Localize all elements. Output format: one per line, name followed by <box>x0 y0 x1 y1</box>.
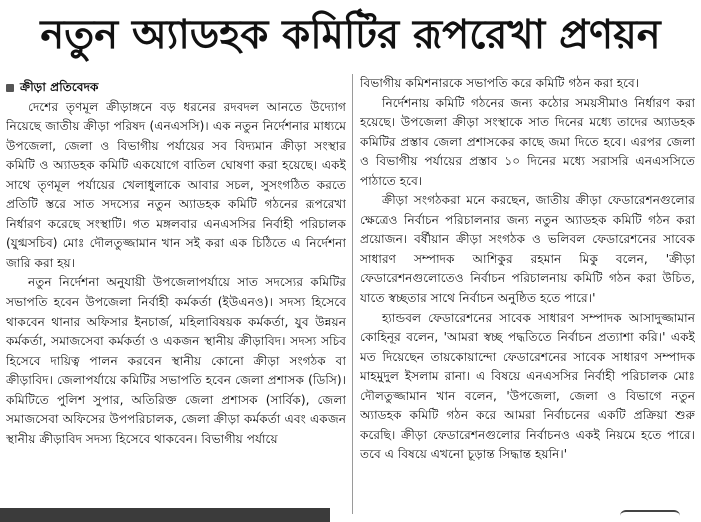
headline: নতুন অ্যাডহক কমিটির রূপরেখা প্রণয়ন <box>40 11 661 58</box>
bottom-cutoff-mark <box>620 510 680 522</box>
right-paragraph-4: হ্যান্ডবল ফেডারেশনের সাবেক সাধারণ সম্পাদক আসাদুজ্জামান কোহিনূর বলেন, 'আমরা স্বচ্ছ পদ্ধতিতে নির্বাচন প্রত্যাশা করি।' একই মত দিয়েছেন তায়কোয়ান্দো ফেডারেশনের সাবেক সাধারণ সম্পাদক মাহমুদুল ইসলাম রানা। এ বিষয়ে এনএসসির নির্বাহী পরিচালক মোঃ দৌলতুজ্জামান খান বলেন, 'উপজেলা, জেলা ও বিভাগে নতুন অ্যাডহক কমিটি গঠন করে আমরা নির্বাচনের একটি প্রক্রিয়া শুরু করেছি। ক্রীড়া ফেডারেশনগুলোর নির্বাচনও একই নিয়মে হতে পারে। তবে এ বিষয়ে এখনো চূড়ান্ত সিদ্ধান্ত হয়নি।' <box>360 310 695 462</box>
column-divider <box>352 74 353 514</box>
right-paragraph-3: ক্রীড়া সংগঠকরা মনে করছেন, জাতীয় ক্রীড়া ফেডারেশনগুলোর ক্ষেত্রেও নির্বাচন পরিচালনার জন্য নতুন অ্যাডহক কমিটি গঠন করা প্রয়োজন। বর্ষীয়ান ক্রীড়া সংগঠক ও ভলিবল ফেডারেশনের সাবেক সাধারণ সম্পাদক আশিকুর রহমান মিকু বলেন, 'ক্রীড়া ফেডারেশনগুলোতেও নির্বাচন পরিচালনায় কমিটি গঠন করা উচিত, যাতে স্বচ্ছতার সাথে নির্বাচন অনুষ্ঠিত হতে পারে।' <box>360 193 695 306</box>
article-column-right <box>360 74 695 498</box>
left-paragraph-1: দেশের তৃণমূল ক্রীড়াঙ্গনে বড় ধরনের রদবদল আনতে উদ্যোগ নিয়েছে জাতীয় ক্রীড়া পরিষদ (এনএসসি)। এক নতুন নির্দেশনার মাধ্যমে উপজেলা, জেলা ও বিভাগীয় পর্যায়ের সব বিদ্যমান ক্রীড়া সংস্থার কমিটি ও অ্যাডহক কমিটি একযোগে বাতিল ঘোষণা করা হয়েছে। একই সাথে তৃণমূল পর্যায়ের খেলাধুলাকে আবার সচল, সুসংগঠিত করতে প্রতিটি স্তরে সাত সদস্যের নতুন অ্যাডহক কমিটি গঠনের রূপরেখা নির্ধারণ করেছে সংস্থাটি। গত মঙ্গলবার এনএসসির নির্বাহী পরিচালক (যুগ্মসচিব) মোঃ দৌলতুজ্জামান খান সই করা এক চিঠিতে এ নির্দেশনা জারি করা হয়। <box>6 99 346 270</box>
left-paragraph-2: নতুন নির্দেশনা অনুযায়ী উপজেলাপর্যায়ে সাত সদস্যের কমিটির সভাপতি হবেন উপজেলা নির্বাহী কর্মকর্তা (ইউএনও)। সদস্য হিসেবে থাকবেন থানার অফিসার ইনচার্জ, মহিলাবিষয়ক কর্মকর্তা, যুব উন্নয়ন কর্মকর্তা, সমাজসেবা কর্মকর্তা ও একজন স্থানীয় ক্রীড়াবিদ। সদস্য সচিব হিসেবে দায়িত্ব পালন করবেন স্থানীয় কোনো ক্রীড়া সংগঠক বা ক্রীড়াবিদ। জেলাপর্যায়ে কমিটির সভাপতি হবেন জেলা প্রশাসক (ডিসি)। কমিটিতে পুলিশ সুপার, অতিরিক্ত জেলা প্রশাসক (সার্বিক), জেলা সমাজসেবা অফিসের উপপরিচালক, জেলা ক্রীড়া কর্মকর্তা এবং একজন স্থানীয় ক্রীড়াবিদ সদস্য হিসেবে থাকবেন। বিভাগীয় পর্যায়ে <box>6 275 346 446</box>
right-paragraph-2: নির্দেশনায় কমিটি গঠনের জন্য কঠোর সময়সীমাও নির্ধারণ করা হয়েছে। উপজেলা ক্রীড়া সংস্থাকে সাত দিনের মধ্যে তাদের অ্যাডহক কমিটির প্রস্তাব জেলা প্রশাসকের কাছে জমা দিতে হবে। এরপর জেলা ও বিভাগীয় পর্যায়ের প্রস্তাব ১০ দিনের মধ্যে সরাসরি এনএসসিতে পাঠাতে হবে। <box>360 95 695 188</box>
bullet-square-icon <box>6 84 14 92</box>
article-column-left <box>6 78 346 506</box>
byline <box>6 78 346 98</box>
byline-text: ক্রীড়া প্রতিবেদক <box>20 80 99 94</box>
bottom-photo-strip <box>0 508 330 522</box>
right-paragraph-1: বিভাগীয় কমিশনারকে সভাপতি করে কমিটি গঠন করা হবে। <box>360 76 640 90</box>
